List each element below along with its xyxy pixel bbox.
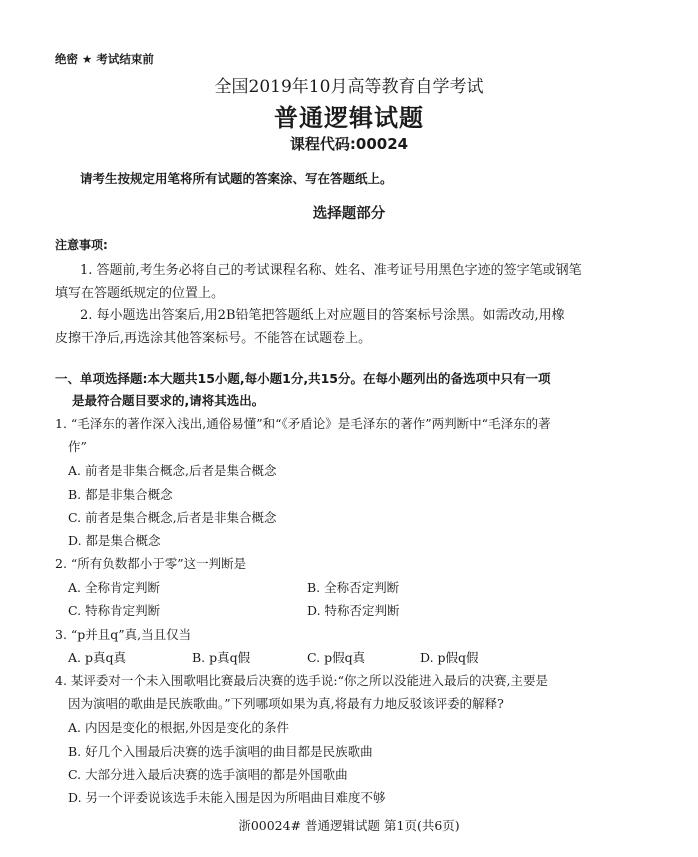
notice-item-2-line-2: 皮擦干净后,再选涂其他答案标号。不能答在试题卷上。 xyxy=(55,331,372,346)
question-4-stem: 4. 某评委对一个未入围歌唱比赛最后决赛的选手说:“你之所以没能进入最后的决赛,主要是 xyxy=(55,673,548,688)
question-1-option-c: C. 前者是集合概念,后者是非集合概念 xyxy=(68,510,277,525)
question-1-option-b: B. 都是非集合概念 xyxy=(68,487,173,502)
question-2-option-d: D. 特称否定判断 xyxy=(307,603,400,618)
question-3-option-c: C. p假q真 xyxy=(307,650,366,665)
confidential-label: 绝密 ★ 考试结束前 xyxy=(55,52,154,66)
question-1-option-d: D. 都是集合概念 xyxy=(68,533,161,548)
question-4-option-d: D. 另一个评委说该选手未能入围是因为所唱曲目难度不够 xyxy=(68,790,386,805)
question-3-option-d: D. p假q假 xyxy=(420,650,479,665)
question-3-option-a: A. p真q真 xyxy=(68,650,126,665)
question-4-option-a: A. 内因是变化的根据,外因是变化的条件 xyxy=(68,720,289,735)
question-1-option-a: A. 前者是非集合概念,后者是集合概念 xyxy=(68,463,277,478)
question-4-option-b: B. 好几个入围最后决赛的选手演唱的曲目都是民族歌曲 xyxy=(68,744,373,759)
part1-heading-line-2: 是最符合题目要求的,请将其选出。 xyxy=(72,393,265,408)
part1-heading-line-1: 一、单项选择题:本大题共15小题,每小题1分,共15分。在每小题列出的备选项中只有一项 xyxy=(55,371,551,386)
page-footer: 浙00024# 普通逻辑试题 第1页(共6页) xyxy=(238,818,460,833)
question-4-option-c: C. 大部分进入最后决赛的选手演唱的都是外国歌曲 xyxy=(68,767,348,782)
exam-session-title: 全国2019年10月高等教育自学考试 xyxy=(214,77,484,97)
paper-title: 普通逻辑试题 xyxy=(274,104,424,132)
section-title: 选择题部分 xyxy=(312,206,386,222)
notice-item-1-line-1: 1. 答题前,考生务必将自己的考试课程名称、姓名、准考证号用黑色字迹的签字笔或钢笔 xyxy=(80,263,582,278)
question-2-option-a: A. 全称肯定判断 xyxy=(68,580,160,595)
question-3-option-b: B. p真q假 xyxy=(192,650,251,665)
question-4-stem-cont: 因为演唱的歌曲是民族歌曲。”下列哪项如果为真,将最有力地反驳该评委的解释? xyxy=(68,696,504,711)
course-code: 课程代码:00024 xyxy=(289,135,409,153)
question-1-stem: 1. “毛泽东的著作深入浅出,通俗易懂”和“《矛盾论》是毛泽东的著作”两判断中“毛泽东的著 xyxy=(55,416,551,431)
notice-item-2-line-1: 2. 每小题选出答案后,用2B铅笔把答题纸上对应题目的答案标号涂黑。如需改动,用橡 xyxy=(80,308,565,323)
notice-item-1-line-2: 填写在答题纸规定的位置上。 xyxy=(55,286,225,301)
question-2-option-c: C. 特称肯定判断 xyxy=(68,603,161,618)
question-3-stem: 3. “p并且q”真,当且仅当 xyxy=(55,627,192,642)
notice-heading: 注意事项: xyxy=(55,238,108,252)
question-2-stem: 2. “所有负数都小于零”这一判断是 xyxy=(55,556,247,571)
answer-instruction: 请考生按规定用笔将所有试题的答案涂、写在答题纸上。 xyxy=(80,171,393,186)
question-1-stem-cont: 作” xyxy=(68,439,87,454)
question-2-option-b: B. 全称否定判断 xyxy=(307,580,400,595)
